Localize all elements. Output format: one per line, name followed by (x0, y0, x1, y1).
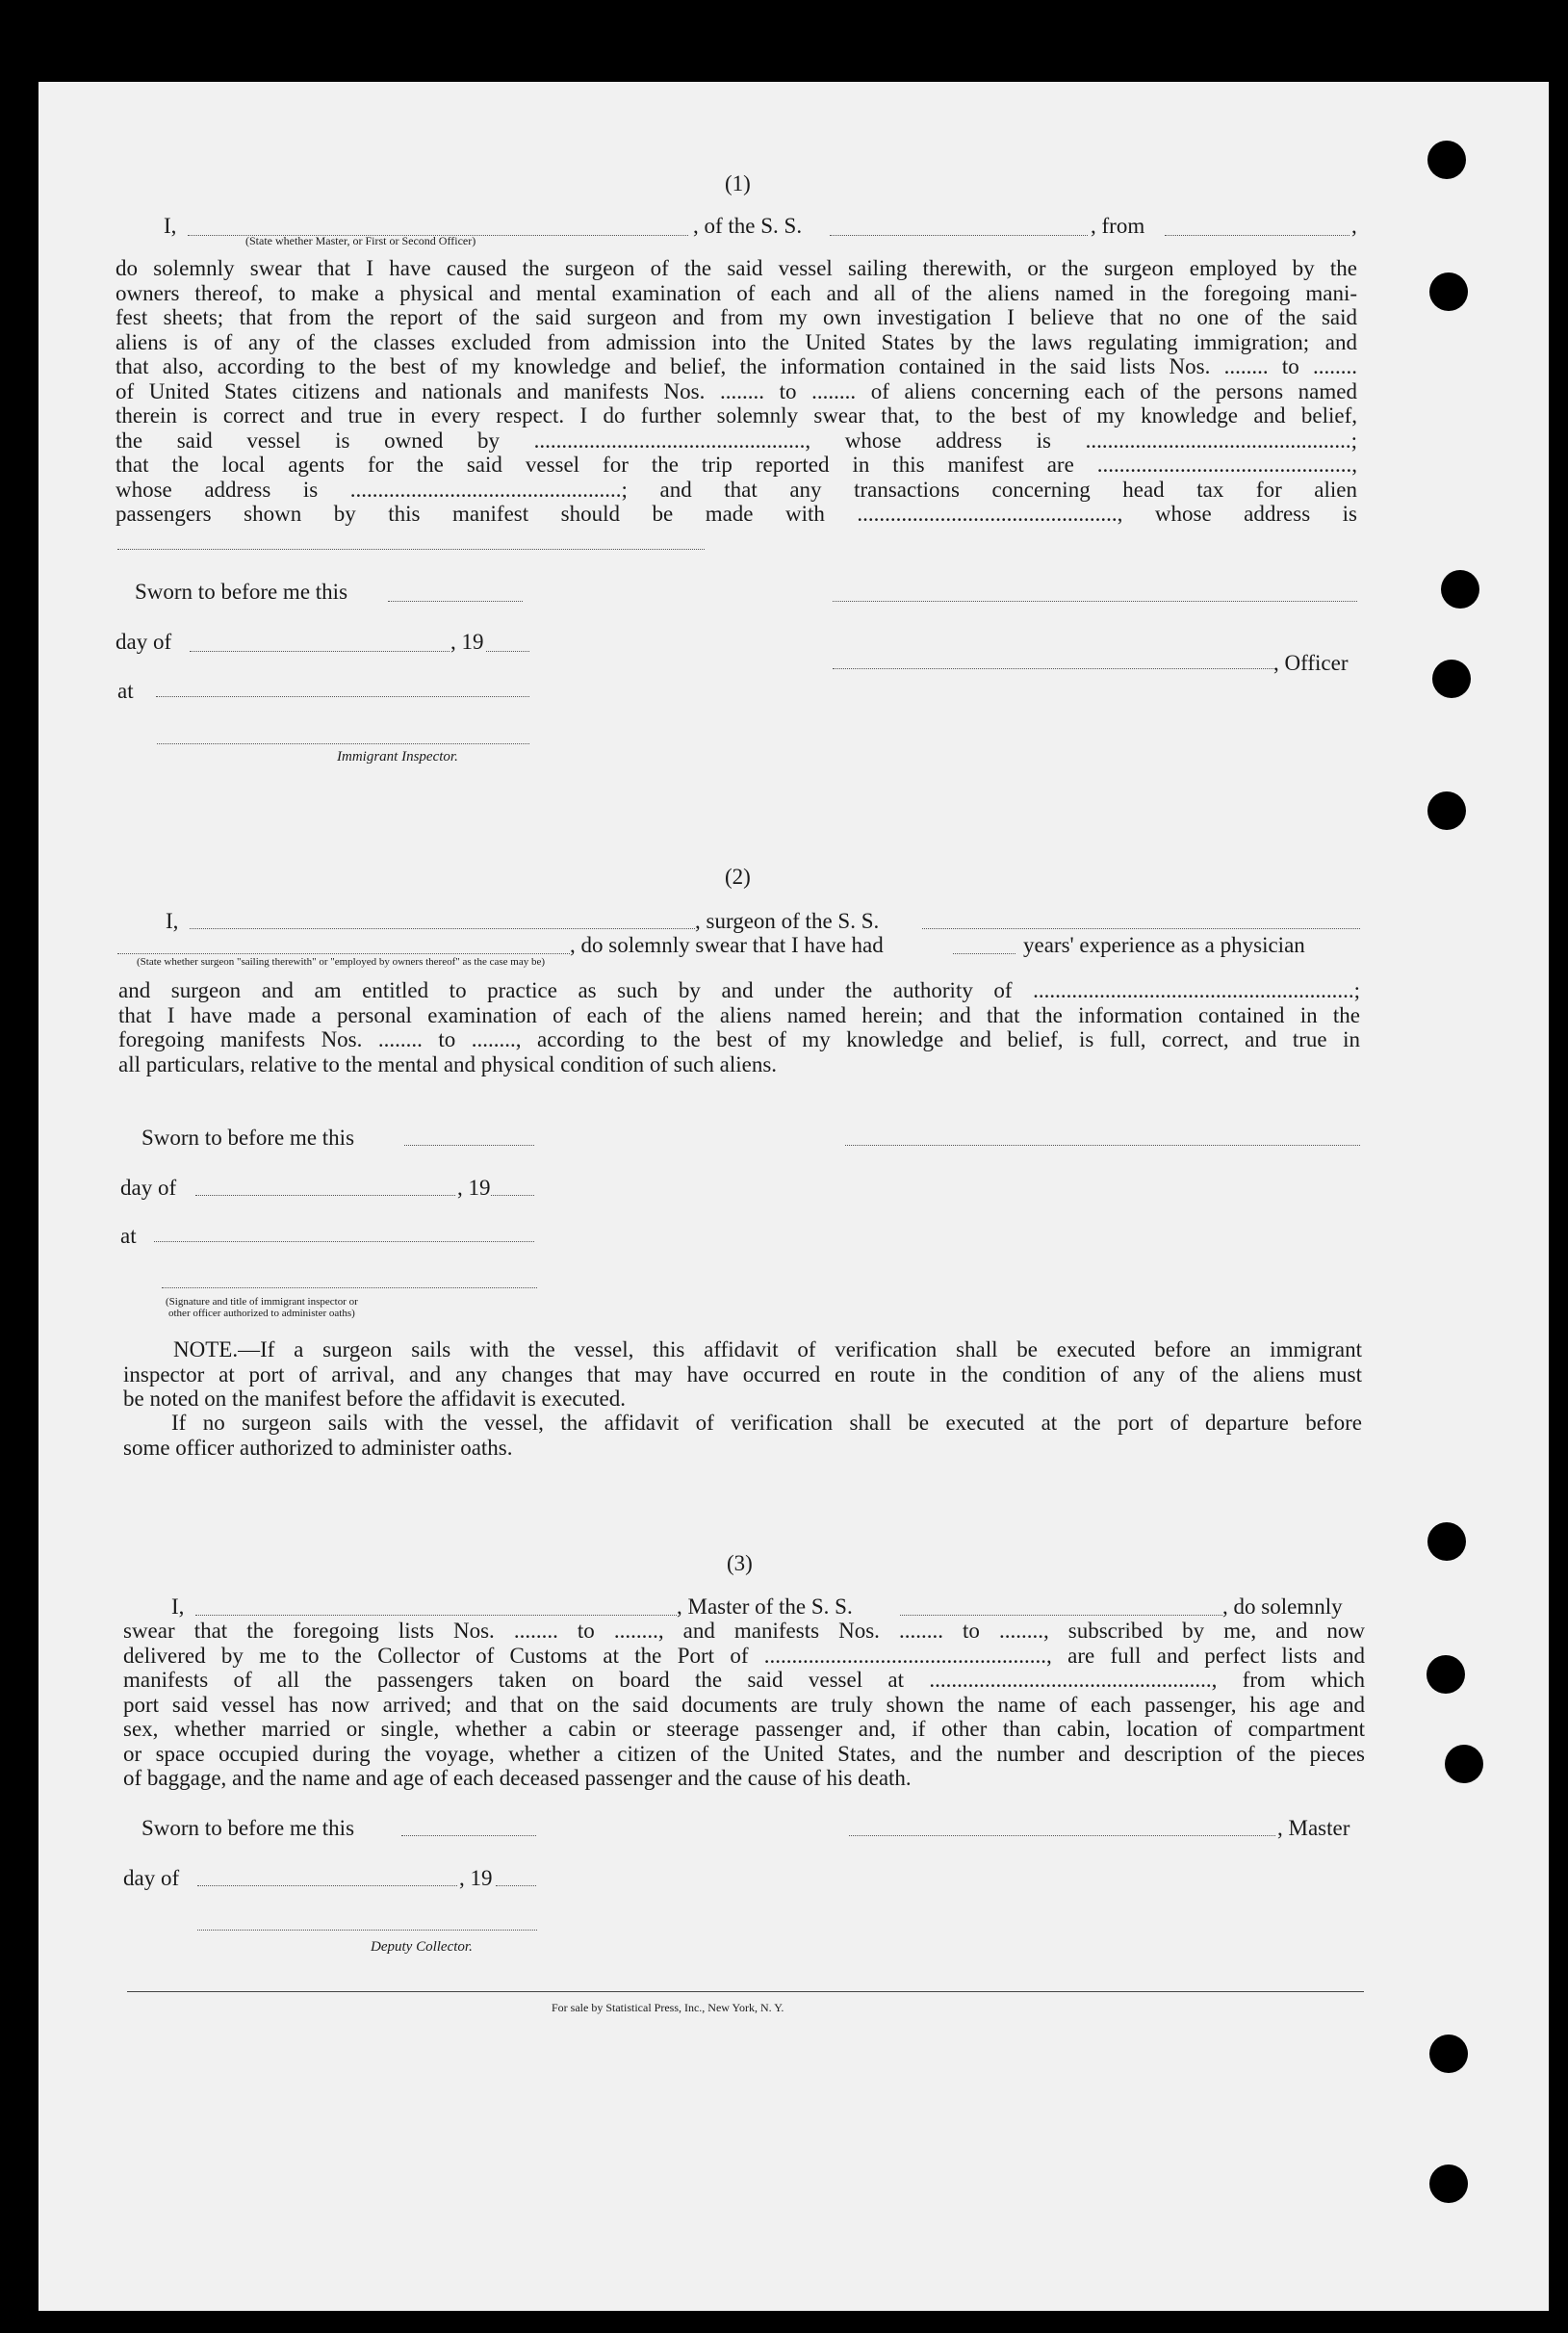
binder-hole (1429, 2165, 1468, 2203)
body-line: and surgeon and am entitled to practice as such by and under the authority of ..........................................................; (118, 978, 1360, 1002)
section-3-body (123, 1619, 1365, 1791)
signature-caption: (Signature and title of immigrant inspector or (166, 1296, 358, 1308)
master-label: , Master (1277, 1816, 1350, 1840)
body-line: do solemnly swear that I have caused the surgeon of the said vessel sailing therewith, or the surgeon employed by the (116, 256, 1357, 280)
collector-signature-field[interactable] (197, 1930, 537, 1931)
body-line: aliens is of any of the classes excluded from admission into the United States by the laws regulating immigration; and (116, 329, 1357, 354)
year-label: , 19 (459, 1866, 493, 1890)
day-field[interactable] (197, 1885, 457, 1886)
place-field[interactable] (154, 1241, 534, 1242)
day-of-label: day of (123, 1866, 180, 1890)
vessel-name-field[interactable] (922, 928, 1360, 929)
place-field[interactable] (156, 696, 529, 697)
officer-rank-caption: (State whether Master, or First or Second Officer) (245, 234, 476, 247)
footer-rule (127, 1991, 1364, 1992)
master-name-field[interactable] (195, 1615, 677, 1616)
line-end-comma: , (1351, 214, 1357, 238)
binder-hole (1441, 570, 1479, 609)
body-line: sex, whether married or single, whether a cabin or steerage passenger and, if other than cabin, location of compartment (123, 1717, 1365, 1741)
years-experience-label: years' experience as a physician (1023, 933, 1305, 957)
blank-line[interactable] (117, 549, 705, 550)
of-the-ss-label: , of the S. S. (693, 214, 803, 238)
administering-officer-signature-field[interactable] (162, 1287, 537, 1288)
master-of-ss-label: , Master of the S. S. (677, 1594, 853, 1619)
day-field[interactable] (190, 651, 450, 652)
from-label: , from (1091, 214, 1145, 238)
sworn-label: Sworn to before me this (141, 1126, 355, 1150)
section-1-number: (1) (725, 171, 751, 195)
vessel-name-field[interactable] (900, 1615, 1222, 1616)
surgeon-status-caption: (State whether surgeon "sailing therewith" or "employed by owners thereof" as the case may be) (137, 956, 546, 968)
binder-hole (1427, 791, 1466, 830)
binder-hole (1429, 2035, 1468, 2073)
sworn-label: Sworn to before me this (135, 580, 348, 604)
at-label: at (120, 1224, 137, 1248)
swear-label: , do solemnly swear that I have had (570, 933, 884, 957)
binder-hole (1427, 1522, 1466, 1561)
note-line: If no surgeon sails with the vessel, the affidavit of verification shall be executed at the port of departure before (171, 1411, 1362, 1435)
note-paragraph (123, 1337, 1362, 1412)
surgeon-name-field[interactable] (190, 928, 695, 929)
body-line: whose address is .................................................; and that any transactions concerning head tax for alien (116, 477, 1357, 502)
body-line: swear that the foregoing lists Nos. ........ to ........, and manifests Nos. ........ to ........, subscribed by me, and now (123, 1619, 1365, 1643)
surgeon-signature-field[interactable] (845, 1145, 1360, 1146)
binder-hole (1432, 660, 1471, 698)
body-line: fest sheets; that from the report of the said surgeon and from my own investigation I believe that no one of the said (116, 305, 1357, 329)
section-3-number: (3) (727, 1551, 753, 1575)
master-signature-field[interactable] (849, 1835, 1275, 1836)
oath-i-label: I, (171, 1594, 185, 1619)
body-line: all particulars, relative to the mental and physical condition of such aliens. (118, 1051, 778, 1076)
note-line: inspector at port of arrival, and any changes that may have occurred en route in the condition of any of the aliens must (123, 1361, 1362, 1387)
body-line: of baggage, and the name and age of each deceased passenger and the cause of his death. (123, 1766, 912, 1790)
signature-caption: other officer authorized to administer oaths) (168, 1308, 355, 1319)
body-line: owners thereof, to make a physical and mental examination of each and all of the aliens named in the foregoing mani- (116, 280, 1357, 305)
year-label: , 19 (457, 1176, 491, 1200)
section-2-body (118, 978, 1360, 1076)
sworn-label: Sworn to before me this (141, 1816, 355, 1840)
body-line: the said vessel is owned by ................................................., whose address is ................................................; (116, 428, 1357, 453)
note-line: be noted on the manifest before the affidavit is executed. (123, 1387, 626, 1411)
year-field[interactable] (496, 1885, 536, 1886)
sworn-date-field[interactable] (401, 1835, 536, 1836)
surgeon-status-field[interactable] (117, 953, 570, 954)
inspector-caption: Immigrant Inspector. (337, 749, 458, 765)
day-of-label: day of (120, 1176, 177, 1200)
departure-port-field[interactable] (1165, 235, 1350, 236)
body-line: foregoing manifests Nos. ........ to ........, according to the best of my knowledge and belief, is full, correct, and true in (118, 1027, 1360, 1051)
section-1-body (116, 256, 1357, 527)
officer-signature-field[interactable] (833, 601, 1357, 602)
year-field[interactable] (486, 651, 529, 652)
years-field[interactable] (953, 953, 1015, 954)
binder-hole (1429, 272, 1468, 311)
note-line: NOTE.—If a surgeon sails with the vessel, this affidavit of verification shall be executed before an immigrant (173, 1337, 1362, 1361)
body-line: manifests of all the passengers taken on board the said vessel at ..................................................., from which (123, 1668, 1365, 1692)
body-line: or space occupied during the voyage, whether a citizen of the United States, and the number and description of the pieces (123, 1741, 1365, 1766)
body-line: of United States citizens and nationals and manifests Nos. ........ to ........ of aliens concerning each of the persons named (116, 378, 1357, 403)
officer-title-field[interactable] (833, 668, 1275, 669)
sworn-date-field[interactable] (404, 1145, 534, 1146)
at-label: at (117, 679, 134, 703)
note-line: some officer authorized to administer oaths. (123, 1435, 513, 1460)
day-of-label: day of (116, 630, 172, 654)
note-paragraph-2 (123, 1411, 1362, 1460)
body-line: port said vessel has now arrived; and that on the said documents are truly shown the name of each passenger, his age and (123, 1692, 1365, 1717)
year-field[interactable] (491, 1195, 534, 1196)
section-2-number: (2) (725, 865, 751, 889)
binder-hole (1427, 1655, 1465, 1694)
do-solemnly-label: , do solemnly (1222, 1594, 1343, 1619)
binder-hole (1445, 1745, 1483, 1783)
oath-i-label: I, (166, 909, 179, 933)
oath-i-label: I, (164, 214, 177, 238)
body-line: therein is correct and true in every respect. I do further solemnly swear that, to the best of my knowledge and belief, (116, 403, 1357, 428)
day-field[interactable] (195, 1195, 455, 1196)
printer-imprint: For sale by Statistical Press, Inc., New York, N. Y. (552, 2001, 784, 2014)
body-line: passengers shown by this manifest should be made with ..............................................., whose address is (116, 502, 1357, 526)
officer-label: , Officer (1273, 651, 1349, 675)
body-line: that the local agents for the said vessel for the trip reported in this manifest are .............................................., (116, 453, 1357, 477)
binder-hole (1427, 141, 1466, 179)
surgeon-of-ss-label: , surgeon of the S. S. (695, 909, 880, 933)
body-line: delivered by me to the Collector of Customs at the Port of ..................................................., are full and perfect lists and (123, 1643, 1365, 1668)
sworn-date-field[interactable] (388, 601, 523, 602)
vessel-name-field[interactable] (830, 235, 1088, 236)
body-line: that also, according to the best of my knowledge and belief, the information contained in the said lists Nos. ........ to ........ (116, 354, 1357, 378)
inspector-signature-field[interactable] (157, 743, 529, 744)
body-line: that I have made a personal examination of each of the aliens named herein; and that the information contained in the (118, 1002, 1360, 1027)
collector-caption: Deputy Collector. (371, 1939, 473, 1955)
year-label: , 19 (450, 630, 484, 654)
